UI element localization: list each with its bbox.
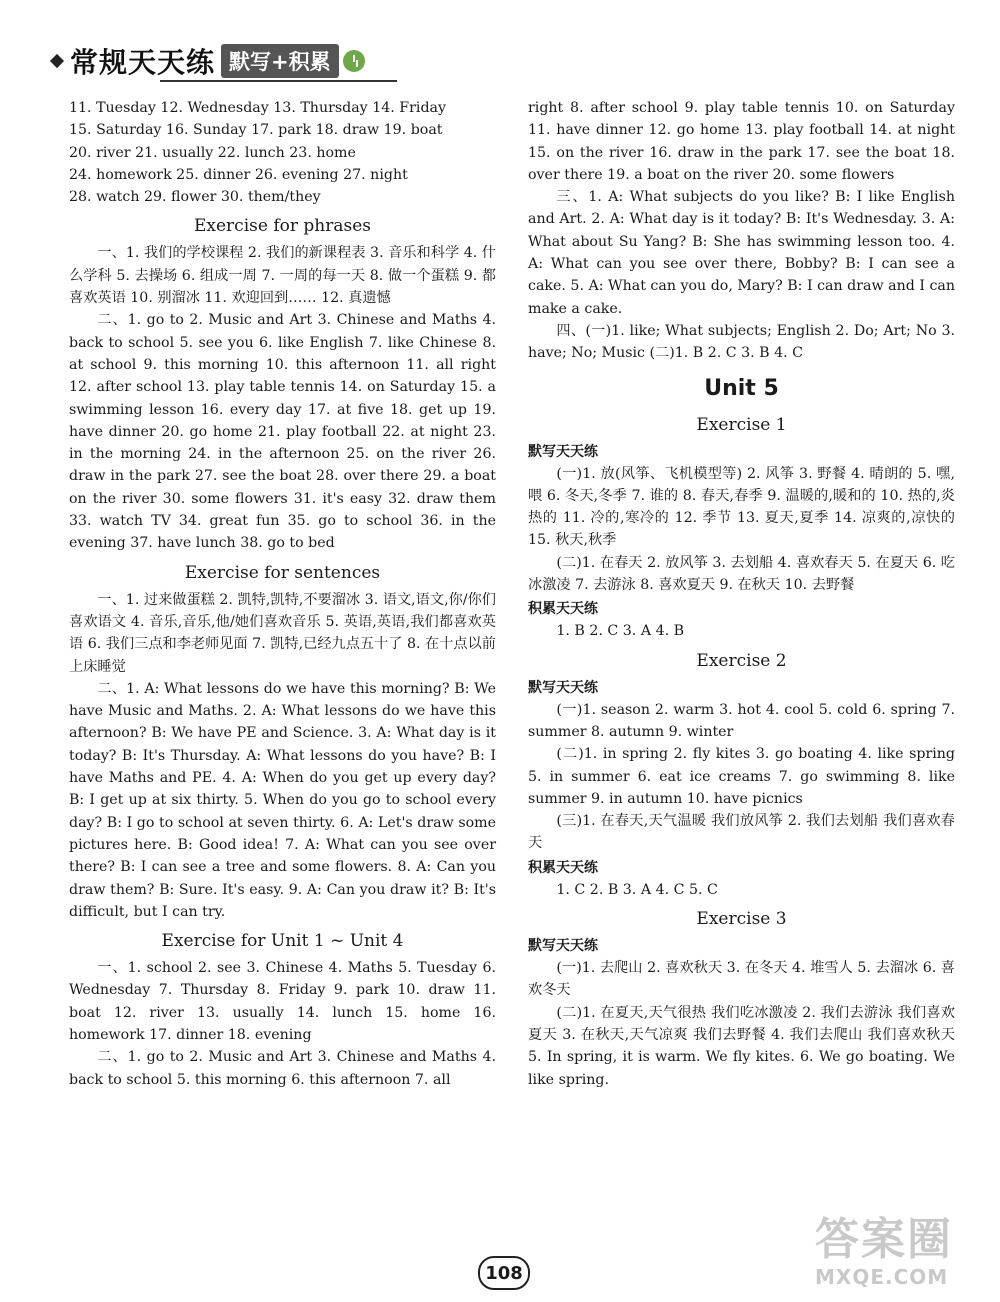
answer-paragraph: 28. watch 29. flower 30. them/they bbox=[69, 189, 321, 206]
answer-paragraph: (一)1. 去爬山 2. 喜欢秋天 3. 在冬天 4. 堆雪人 5. 去溜冰 6. 喜欢冬天 bbox=[528, 960, 955, 999]
diamond-bullet-icon bbox=[50, 54, 64, 68]
answer-paragraph: 1. C 2. B 3. A 4. C 5. C bbox=[556, 881, 718, 898]
practice-label: 积累天天练 bbox=[528, 859, 598, 876]
header-rule bbox=[160, 80, 397, 82]
answer-paragraph: 二、1. A: What lessons do we have this morning? B: We have Music and Maths. 2. A: What lessons do we have this afternoon? B: We have PE and Science. 3. A: What day is it today? B: It's Thursday. A: What lessons do you have? B: I have Maths and PE. 4. A: When do you get up every day? B: I get up at six thirty. 5. When do you go to school every day? B: I go to school at seven thirty. 6. A: Let's draw some pictures here. B: Good idea! 7. A: What can you see over there? B: I can see a tree and some flowers. 8. A: Can you draw them? B: Sure. It's easy. 9. A: Can you draw it? B: It's difficult, but I can try. bbox=[69, 680, 496, 920]
practice-label: 默写天天练 bbox=[528, 679, 598, 696]
watermark-logo bbox=[815, 1215, 985, 1295]
answer-paragraph: 20. river 21. usually 22. lunch 23. home bbox=[69, 144, 356, 161]
answer-paragraph: (二)1. 在夏天,天气很热 我们吃冰激凌 2. 我们去游泳 我们喜欢夏天 3. 在秋天,天气凉爽 我们去野餐 4. 我们去爬山 我们喜欢秋天 5. In spring, it is warm. We fly kites. 6. We go boating. We like spring. bbox=[528, 1004, 955, 1088]
answer-paragraph: 一、1. 我们的学校课程 2. 我们的新课程表 3. 音乐和科学 4. 什么学科 5. 去操场 6. 组成一周 7. 一周的每一天 8. 做一个蛋糕 9. 都喜欢英语 10. 别溜冰 11. 欢迎回到…… 12. 真遗憾 bbox=[69, 245, 496, 307]
page-number: 108 bbox=[478, 1256, 530, 1290]
exercise-heading: Exercise for sentences bbox=[184, 562, 381, 583]
answer-paragraph: 一、1. 过来做蛋糕 2. 凯特,凯特,不要溜冰 3. 语文,语文,你/你们喜欢语文 4. 音乐,音乐,他/她们喜欢音乐 5. 英语,英语,我们都喜欢英语 6. 我们三点和李老师见面 7. 凯特,已经九点五十了 8. 在十点以前上床睡觉 bbox=[69, 591, 496, 675]
answer-paragraph: 11. Tuesday 12. Wednesday 13. Thursday 14. Friday bbox=[69, 100, 446, 116]
answer-paragraph: right 8. after school 9. play table tennis 10. on Saturday 11. have dinner 12. go home 13. play football 14. at night 15. on the river 16. draw in the park 17. see the boat 18. over there 19. a boat on the river 20. some flowers bbox=[528, 100, 955, 183]
answer-paragraph: 四、(一)1. like; What subjects; English 2. Do; Art; No 3. have; No; Music (二)1. B 2. C 3. B 4. C bbox=[528, 322, 955, 362]
answer-paragraph: 一、1. school 2. see 3. Chinese 4. Maths 5. Tuesday 6. Wednesday 7. Thursday 8. Friday 9. park 10. draw 11. boat 12. river 13. usually 14. lunch 15. home 16. homework 17. dinner 18. evening bbox=[69, 960, 496, 1043]
practice-label: 默写天天练 bbox=[528, 443, 598, 460]
clock-icon bbox=[343, 50, 365, 72]
answer-paragraph: 24. homework 25. dinner 26. evening 27. night bbox=[69, 166, 408, 183]
exercise-heading: Exercise for phrases bbox=[194, 216, 371, 237]
answer-paragraph: (一)1. 放(风筝、飞机模型等) 2. 风筝 3. 野餐 4. 晴朗的 5. 嘿,喂 6. 冬天,冬季 7. 谁的 8. 春天,春季 9. 温暖的,暖和的 10. 热的,炎热的 11. 冷的,寒冷的 12. 季节 13. 夏天,夏季 14. 凉爽的,凉快的 15. 秋天,秋季 bbox=[528, 465, 955, 549]
answer-paragraph: 1. B 2. C 3. A 4. B bbox=[556, 623, 685, 640]
watermark-en: MXQE.COM bbox=[815, 1265, 949, 1289]
section-header bbox=[52, 40, 397, 82]
practice-label: 默写天天练 bbox=[528, 938, 598, 955]
answer-paragraph: 15. Saturday 16. Sunday 17. park 18. draw 19. boat bbox=[69, 122, 443, 139]
header-title: 常规天天练 bbox=[70, 46, 216, 79]
right-column bbox=[528, 97, 955, 1091]
answer-paragraph: (三)1. 在春天,天气温暖 我们放风筝 2. 我们去划船 我们喜欢春天 bbox=[528, 813, 955, 852]
answer-paragraph: 二、1. go to 2. Music and Art 3. Chinese and Maths 4. back to school 5. this morning 6. this afternoon 7. all bbox=[69, 1049, 496, 1088]
answer-paragraph: 三、1. A: What subjects do you like? B: I like English and Art. 2. A: What day is it today? B: It's Wednesday. 3. A: What about Su Yang? B: She has swimming lesson too. 4. A: What can you see over there, Bobby? B: I can see a cake. 5. A: What can you do, Mary? B: I can draw and I can make a cake. bbox=[528, 189, 955, 317]
unit-heading: Unit 5 bbox=[704, 375, 779, 401]
exercise-heading: Exercise 3 bbox=[696, 909, 787, 930]
exercise-heading: Exercise for Unit 1 ~ Unit 4 bbox=[161, 931, 404, 952]
exercise-heading: Exercise 1 bbox=[696, 414, 787, 435]
answer-paragraph: 二、1. go to 2. Music and Art 3. Chinese and Maths 4. back to school 5. see you 6. like English 7. like Chinese 8. at school 9. this morning 10. this afternoon 11. all right 12. after school 13. play table tennis 14. on Saturday 15. a swimming lesson 16. every day 17. at five 18. get up 19. have dinner 20. go home 21. play football 22. at night 23. in the morning 24. in the afternoon 25. on the river 26. draw in the park 27. see the boat 28. over there 29. a boat on the river 30. some flowers 31. it's easy 32. draw them 33. watch TV 34. great fun 35. go to school 36. in the evening 37. have lunch 38. go to bed bbox=[69, 312, 496, 552]
exercise-heading: Exercise 2 bbox=[696, 650, 787, 671]
header-banner: 默写+积累 bbox=[221, 44, 339, 78]
left-column bbox=[69, 97, 496, 1091]
answer-paragraph: (二)1. 在春天 2. 放风筝 3. 去划船 4. 喜欢春天 5. 在夏天 6. 吃冰激凌 7. 去游泳 8. 喜欢夏天 9. 在秋天 10. 去野餐 bbox=[528, 554, 955, 594]
practice-label: 积累天天练 bbox=[528, 601, 598, 618]
answer-paragraph: (一)1. season 2. warm 3. hot 4. cool 5. cold 6. spring 7. summer 8. autumn 9. winter bbox=[528, 701, 955, 740]
answer-paragraph: (二)1. in spring 2. fly kites 3. go boating 4. like spring 5. in summer 6. eat ice creams 7. go swimming 8. like summer 9. in autumn 10. have picnics bbox=[528, 746, 955, 807]
watermark-cn: 答案圈 bbox=[815, 1214, 953, 1265]
